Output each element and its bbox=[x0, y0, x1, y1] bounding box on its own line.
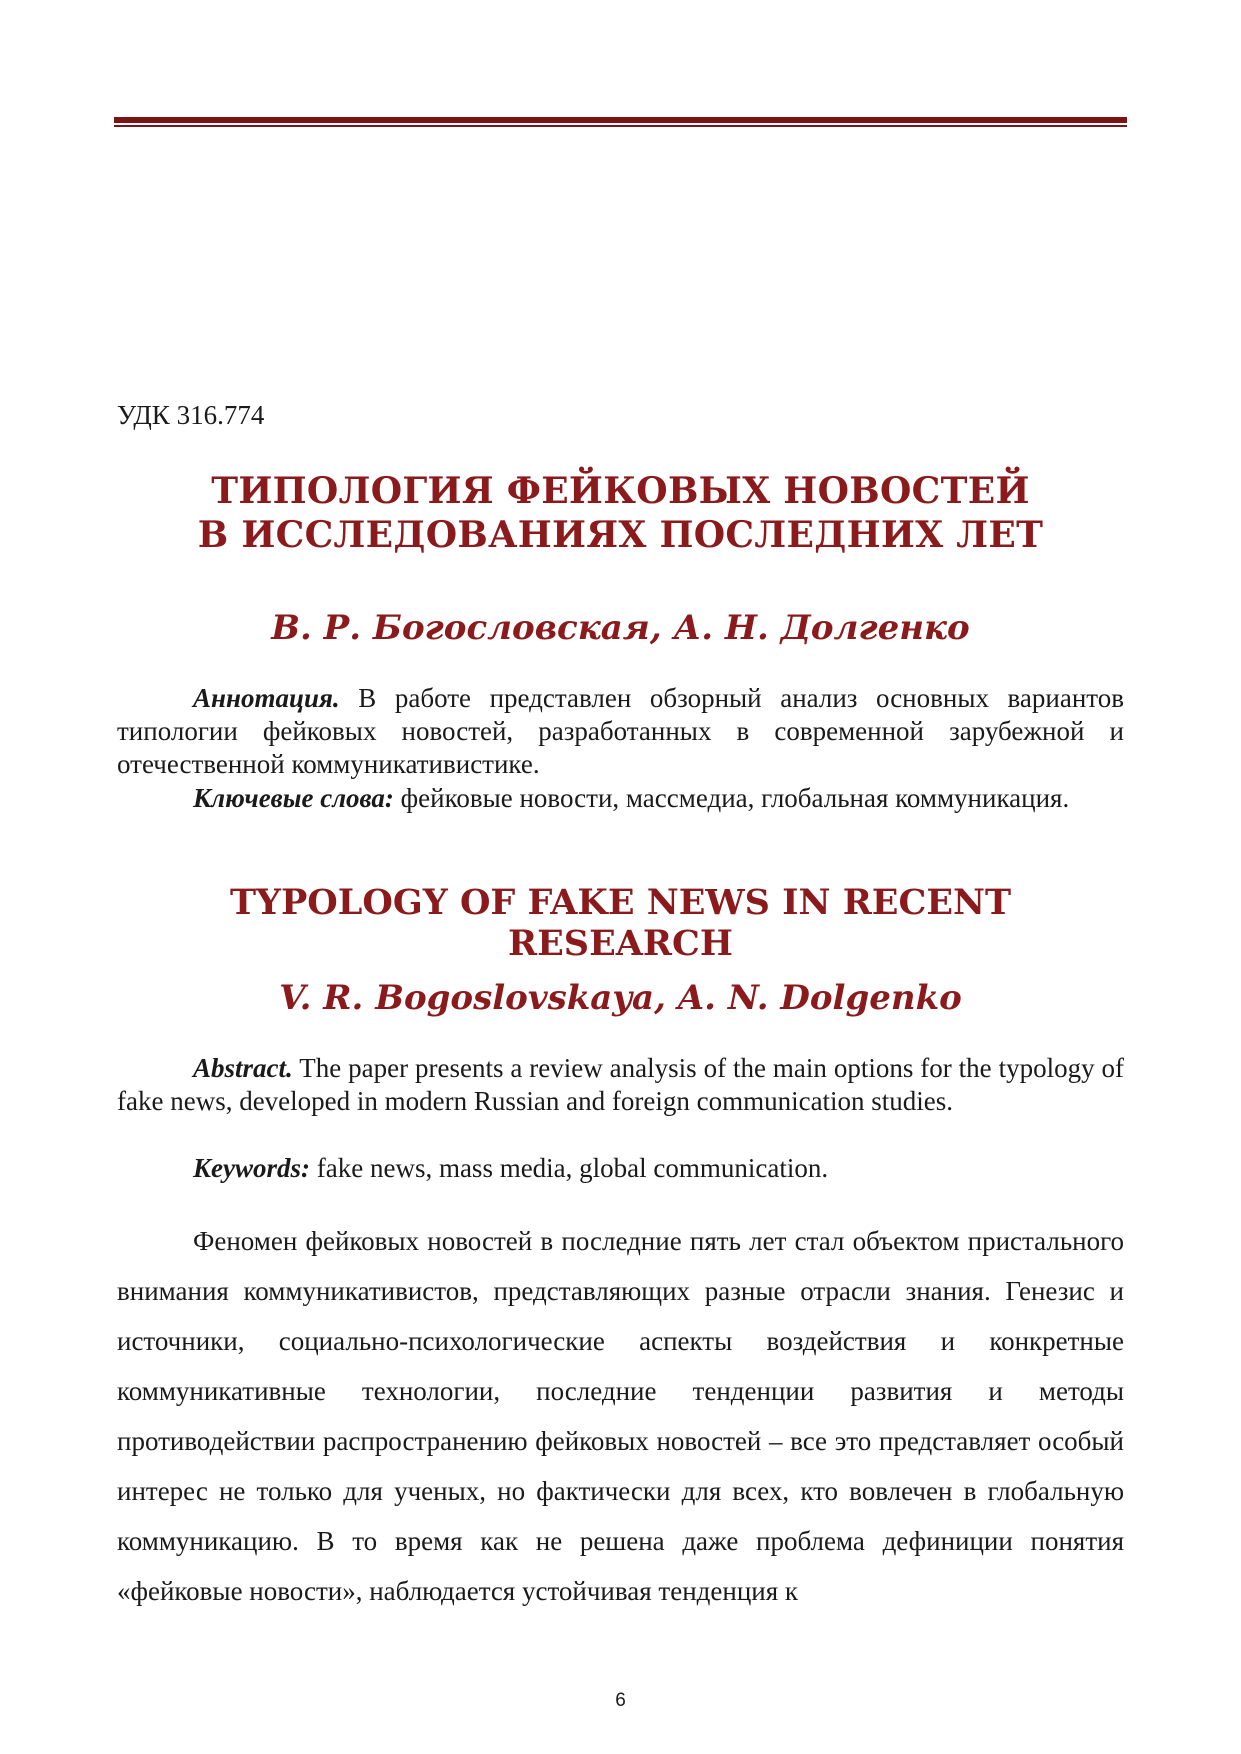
keywords-en-text: fake news, mass media, global communication. bbox=[310, 1153, 829, 1183]
abstract-en bbox=[117, 1052, 1124, 1118]
title-en: TYPOLOGY OF FAKE NEWS IN RECENT RESEARCH bbox=[229, 882, 1012, 964]
abstract-ru bbox=[117, 682, 1124, 781]
body-paragraph: Феномен фейковых новостей в последние пять лет стал объектом пристального внимания коммуникативистов, представляющих разные отрасли знания. Генезис и источники, социально-психологические аспекты воздействия и конкретные коммуникативные технологии, последние тенденции развития и методы противодействии распространению фейковых новостей – все это представляет особый интерес не только для ученых, но фактически для всех, кто вовлечен в глобальную коммуникацию. В то время как не решена даже проблема дефиниции понятия «фейковые новости», наблюдается устойчивая тенденция к bbox=[117, 1226, 1124, 1606]
title-ru-line-1: ТИПОЛОГИЯ ФЕЙКОВЫХ НОВОСТЕЙ bbox=[211, 470, 1030, 512]
keywords-ru-text: фейковые новости, массмедиа, глобальная коммуникация. bbox=[393, 783, 1070, 813]
abstract-en-text: The paper presents a review analysis of the main options for the typology of fake news, developed in modern Russian and foreign communication studies. bbox=[117, 1053, 1124, 1116]
udk-code: УДК 316.774 bbox=[117, 400, 265, 430]
abstract-ru-label: Аннотация. bbox=[193, 683, 340, 713]
header-rule-thick bbox=[114, 117, 1127, 123]
header-rule-thin bbox=[114, 125, 1127, 127]
abstract-en-label: Abstract. bbox=[193, 1053, 293, 1083]
keywords-ru-label: Ключевые слова: bbox=[193, 783, 394, 813]
body-text bbox=[117, 1216, 1124, 1616]
abstract-ru-text: В работе представлен обзорный анализ основных вариантов типологии фейковых новостей, разработанных в современной зарубежной и отечественной коммуникативистике. bbox=[117, 683, 1124, 779]
keywords-en-label: Keywords: bbox=[193, 1153, 310, 1183]
page-number: 6 bbox=[615, 1690, 626, 1711]
keywords-ru bbox=[117, 782, 1124, 815]
title-ru-line-2: В ИССЛЕДОВАНИЯХ ПОСЛЕДНИХ ЛЕТ bbox=[197, 514, 1044, 556]
keywords-en bbox=[117, 1152, 1124, 1185]
authors-en: V. R. Bogoslovskaya, A. N. Dolgenko bbox=[279, 978, 962, 1018]
authors-ru: В. Р. Богословская, А. Н. Долгенко bbox=[271, 608, 970, 648]
